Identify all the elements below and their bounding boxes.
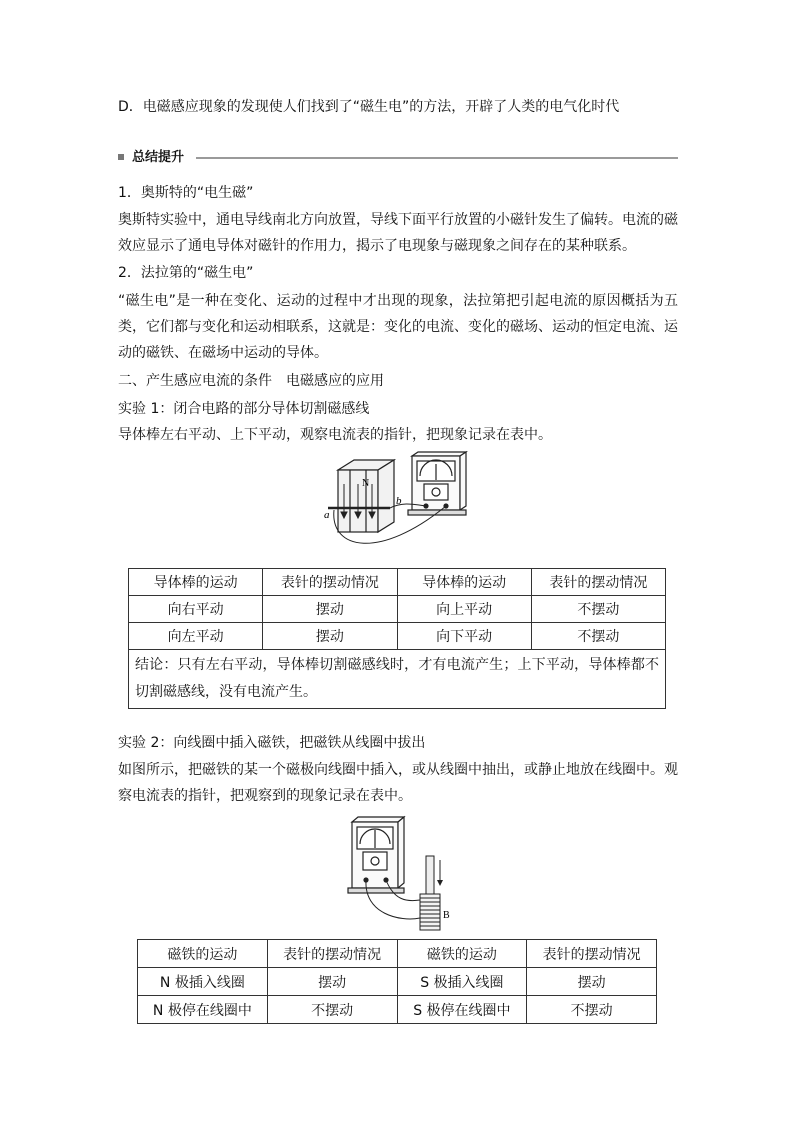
table-cell: 不摆动 bbox=[527, 996, 657, 1024]
item2-title: 2．法拉第的“磁生电” bbox=[118, 265, 254, 281]
table-cell: 向左平动 bbox=[129, 623, 263, 650]
table-row bbox=[138, 996, 657, 1024]
galvanometer-icon bbox=[408, 452, 466, 515]
coil-icon bbox=[420, 894, 440, 930]
arrow-down-icon bbox=[437, 880, 443, 886]
exp1-desc: 导体棒左右平动、上下平动，观察电流表的指针，把现象记录在表中。 bbox=[118, 427, 552, 443]
table-header-row bbox=[129, 569, 666, 596]
item1-text: 奥斯特实验中，通电导线南北方向放置，导线下面平行放置的小磁针发生了偏转。电流的磁效应显示了通电导体对磁针的作用力，揭示了电现象与磁现象之间存在的某种联系。 bbox=[118, 212, 678, 254]
option-d: D．电磁感应现象的发现使人们找到了“磁生电”的方法，开辟了人类的电气化时代 bbox=[118, 99, 620, 115]
experiment1-figure bbox=[320, 450, 470, 564]
label-b: B bbox=[443, 910, 450, 921]
table-header-cell: 磁铁的运动 bbox=[397, 940, 527, 968]
table-cell: 摆动 bbox=[263, 596, 397, 623]
table-cell: S 极插入线圈 bbox=[397, 968, 527, 996]
table-cell: 向下平动 bbox=[397, 623, 531, 650]
table-cell: 摆动 bbox=[527, 968, 657, 996]
label-a: a bbox=[324, 509, 330, 521]
exp2-desc: 如图所示，把磁铁的某一个磁极向线圈中插入，或从线圈中抽出，或静止地放在线圈中。观察电流表的指针，把观察到的现象记录在表中。 bbox=[118, 762, 678, 804]
table-cell: 不摆动 bbox=[531, 623, 665, 650]
table-header-cell: 表针的摆动情况 bbox=[263, 569, 397, 596]
table-row bbox=[129, 623, 666, 650]
table-header-cell: 表针的摆动情况 bbox=[531, 569, 665, 596]
table-header-cell: 表针的摆动情况 bbox=[527, 940, 657, 968]
table-header-row bbox=[138, 940, 657, 968]
square-bullet-icon bbox=[118, 154, 124, 160]
item2-text: “磁生电”是一种在变化、运动的过程中才出现的现象，法拉第把引起电流的原因概括为五类，它们都与变化和运动相联系，这就是：变化的电流、变化的磁场、运动的恒定电流、运动的磁铁、在磁场中运动的导体。 bbox=[118, 293, 678, 361]
table-conclusion: 结论：只有左右平动，导体棒切割磁感线时，才有电流产生；上下平动，导体棒都不切割磁感线，没有电流产生。 bbox=[129, 650, 666, 709]
table-row bbox=[138, 968, 657, 996]
table-header-cell: 磁铁的运动 bbox=[138, 940, 268, 968]
label-b: b bbox=[396, 495, 402, 507]
table-cell: N 极停在线圈中 bbox=[138, 996, 268, 1024]
table-row bbox=[129, 596, 666, 623]
horseshoe-magnet-icon bbox=[338, 460, 394, 532]
experiment2-figure bbox=[340, 814, 460, 934]
header-rule bbox=[196, 157, 678, 159]
table-cell: 不摆动 bbox=[267, 996, 397, 1024]
table-cell: 不摆动 bbox=[531, 596, 665, 623]
experiment1-table bbox=[128, 568, 666, 709]
table-header-cell: 导体棒的运动 bbox=[129, 569, 263, 596]
galvanometer-icon bbox=[348, 817, 404, 893]
label-n: N bbox=[362, 478, 370, 489]
table-cell: 摆动 bbox=[267, 968, 397, 996]
table-cell: 向右平动 bbox=[129, 596, 263, 623]
exp2-title: 实验 2：向线圈中插入磁铁，把磁铁从线圈中拔出 bbox=[118, 735, 426, 751]
table-cell: 向上平动 bbox=[397, 596, 531, 623]
table-header-cell: 导体棒的运动 bbox=[397, 569, 531, 596]
section2-title: 二、产生感应电流的条件 电磁感应的应用 bbox=[118, 373, 384, 389]
exp1-title: 实验 1：闭合电路的部分导体切割磁感线 bbox=[118, 401, 370, 417]
table-cell: N 极插入线圈 bbox=[138, 968, 268, 996]
bar-magnet-icon bbox=[426, 856, 434, 894]
table-conclusion-row bbox=[129, 650, 666, 709]
summary-section-header bbox=[118, 148, 678, 168]
experiment2-table bbox=[137, 939, 657, 1024]
summary-header-label: 总结提升 bbox=[132, 150, 185, 165]
item1-title: 1．奥斯特的“电生磁” bbox=[118, 185, 254, 201]
table-cell: 摆动 bbox=[263, 623, 397, 650]
table-header-cell: 表针的摆动情况 bbox=[267, 940, 397, 968]
table-cell: S 极停在线圈中 bbox=[397, 996, 527, 1024]
